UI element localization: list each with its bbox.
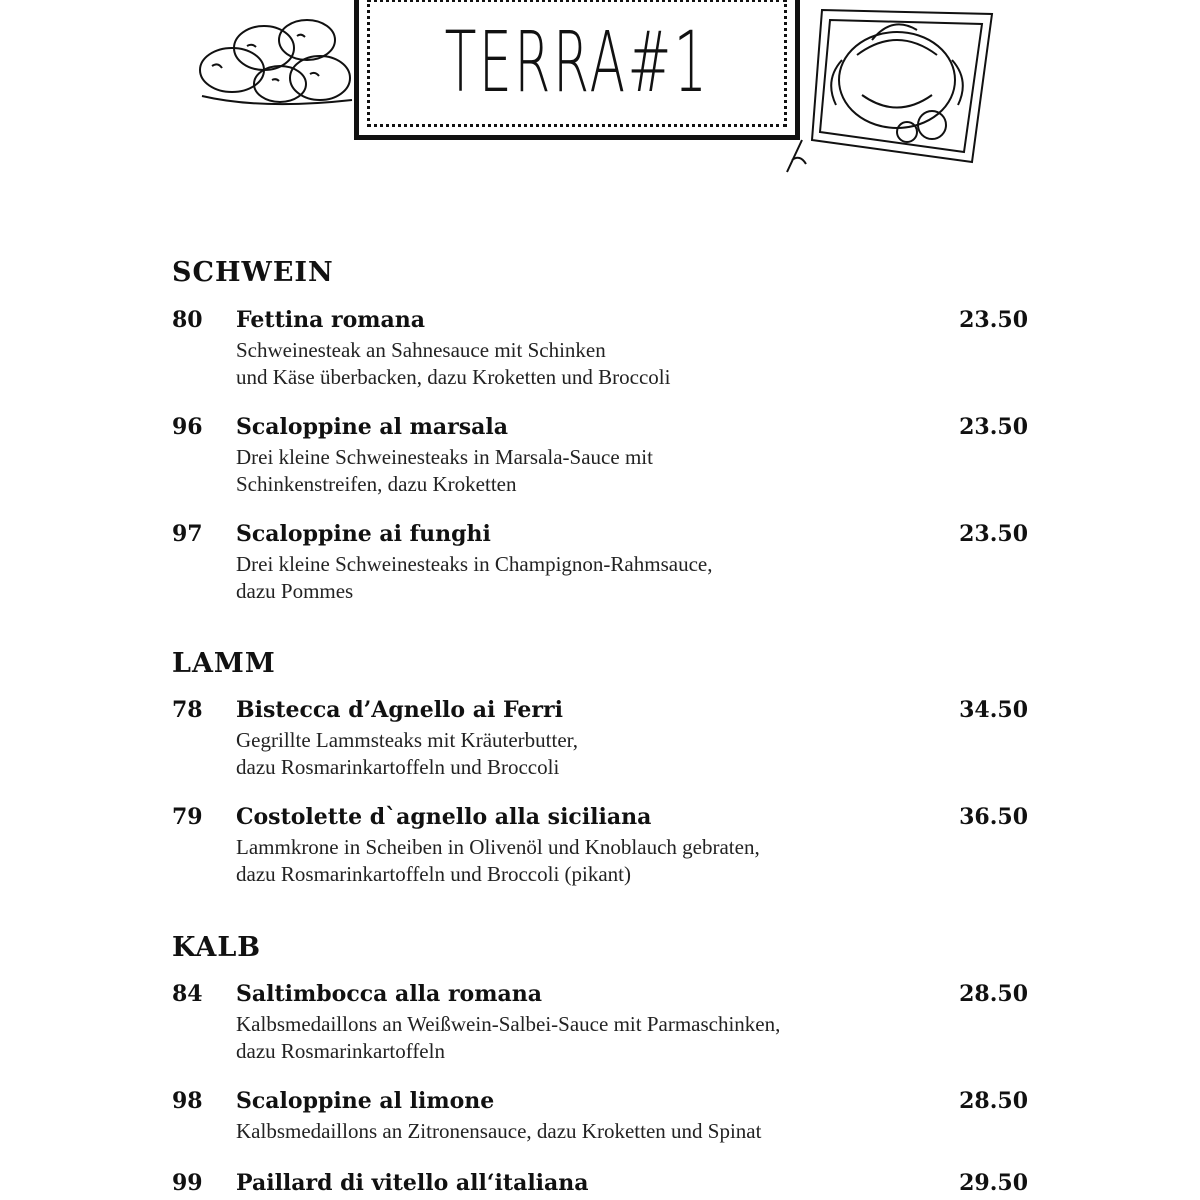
item-price: 23.50 [959, 307, 1028, 333]
description-line: Gegrillte Lammsteaks mit Kräuterbutter, [236, 728, 579, 752]
item-price: 34.50 [959, 697, 1028, 723]
item-price: 29.50 [959, 1170, 1028, 1196]
description-line: dazu Pommes [236, 579, 354, 603]
item-name: Costolette d`agnello alla siciliana [236, 804, 652, 830]
item-description [236, 551, 956, 605]
section-title-schwein: SCHWEIN [172, 257, 334, 288]
description-line: Drei kleine Schweinesteaks in Marsala-Sauce mit [236, 445, 653, 469]
item-description [236, 727, 956, 781]
item-name: Bistecca d’Agnello ai Ferri [236, 697, 563, 723]
item-name: Scaloppine ai funghi [236, 521, 491, 547]
item-number: 79 [172, 804, 203, 830]
section-title-kalb: KALB [172, 932, 262, 963]
restaurant-title: TERRA#1 [444, 13, 710, 111]
item-description [236, 1118, 956, 1145]
item-price: 28.50 [959, 1088, 1028, 1114]
item-name: Paillard di vitello all‘italiana [236, 1170, 589, 1196]
item-number: 98 [172, 1088, 203, 1114]
description-line: dazu Rosmarinkartoffeln und Broccoli (pikant) [236, 862, 632, 886]
description-line: Drei kleine Schweinesteaks in Champignon-Rahmsauce, [236, 552, 713, 576]
item-name: Scaloppine al marsala [236, 414, 508, 440]
description-line: Kalbsmedaillons an Weißwein-Salbei-Sauce mit Parmaschinken, [236, 1012, 781, 1036]
item-description [236, 1011, 956, 1065]
item-number: 99 [172, 1170, 203, 1196]
description-line: dazu Rosmarinkartoffeln [236, 1039, 445, 1063]
item-description [236, 337, 956, 391]
item-number: 97 [172, 521, 203, 547]
potatoes-illustration [192, 8, 362, 108]
item-price: 23.50 [959, 414, 1028, 440]
description-line: Kalbsmedaillons an Zitronensauce, dazu Kroketten und Spinat [236, 1119, 762, 1143]
item-name: Scaloppine al limone [236, 1088, 495, 1114]
item-number: 80 [172, 307, 203, 333]
item-number: 78 [172, 697, 203, 723]
menu-header [0, 0, 1200, 200]
title-frame [354, 0, 800, 140]
description-line: und Käse überbacken, dazu Kroketten und Broccoli [236, 365, 671, 389]
item-name: Saltimbocca alla romana [236, 981, 542, 1007]
item-price: 36.50 [959, 804, 1028, 830]
description-line: Schweinesteak an Sahnesauce mit Schinken [236, 338, 606, 362]
item-number: 84 [172, 981, 203, 1007]
description-line: dazu Rosmarinkartoffeln und Broccoli [236, 755, 560, 779]
item-price: 28.50 [959, 981, 1028, 1007]
item-name: Fettina romana [236, 307, 426, 333]
item-price: 23.50 [959, 521, 1028, 547]
roast-chicken-illustration [782, 0, 1002, 180]
item-description [236, 834, 956, 888]
description-line: Lammkrone in Scheiben in Olivenöl und Knoblauch gebraten, [236, 835, 760, 859]
item-description [236, 444, 956, 498]
section-title-lamm: LAMM [172, 648, 276, 679]
item-number: 96 [172, 414, 203, 440]
description-line: Schinkenstreifen, dazu Kroketten [236, 472, 517, 496]
